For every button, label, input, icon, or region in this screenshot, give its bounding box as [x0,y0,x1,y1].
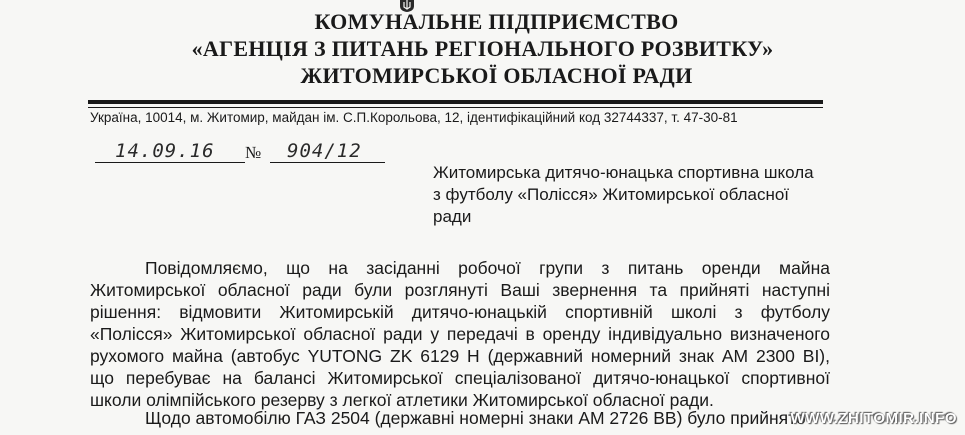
site-watermark: WWW.ZHITOMIR.INFO [790,410,957,427]
body-line: рухомого майна (автобус YUTONG ZK 6129 H (державний номерний знак АМ 2300 ВІ), [90,346,830,366]
body-line: що перебуває на балансі Житомирської спеціалізованої дитячо-юнацької спортивної [90,368,830,388]
address-line: Україна, 10014, м. Житомир, майдан ім. С.П.Корольова, 12, ідентифікаційний код 32744337, т. 47-30-81 [90,110,738,125]
body-line: рішення: відмовити Житомирській дитячо-юнацькій спортивній школі з футболу [90,302,830,322]
recipient-line: ради [433,207,472,226]
letterhead-line-3: ЖИТОМИРСЬКОЇ ОБЛАСНОЇ РАДИ [300,63,693,88]
letterhead-rule-thin [88,107,823,108]
recipient-line: Житомирська дитячо-юнацька спортивна школа [433,163,814,182]
outgoing-date: 14.09.16 [115,140,215,162]
letterhead-line-1: КОМУНАЛЬНЕ ПІДПРИЄМСТВО [314,9,679,34]
recipient-line: з футболу «Полісся» Житомирської обласної [433,185,790,204]
body-line: Житомирської обласної ради були розглянуті Ваші звернення та прийняті наступні [90,280,830,300]
body-line: Повідомляємо, що на засіданні робочої групи з питань оренди майна [145,258,830,278]
number-underline [270,162,385,163]
date-underline [95,162,245,163]
number-label: № [245,143,262,162]
body-line: Щодо автомобілю ГАЗ 2504 (державні номерні знаки АМ 2726 ВВ) було прийнято [145,408,806,428]
outgoing-number: 904/12 [287,140,362,162]
letterhead-rule-thick [88,100,823,104]
body-line: школи олімпійського резерву з легкої атлетики Житомирської обласної ради. [90,390,714,410]
body-paragraph-2 [90,407,830,429]
body-line: «Полісся» Житомирської обласної ради у передачі в оренду індивідуально визначеного [90,324,830,344]
body-paragraph-1 [90,257,830,411]
letterhead-line-2: «АГЕНЦІЯ З ПИТАНЬ РЕГІОНАЛЬНОГО РОЗВИТКУ» [191,36,774,61]
recipient-address [433,162,853,228]
